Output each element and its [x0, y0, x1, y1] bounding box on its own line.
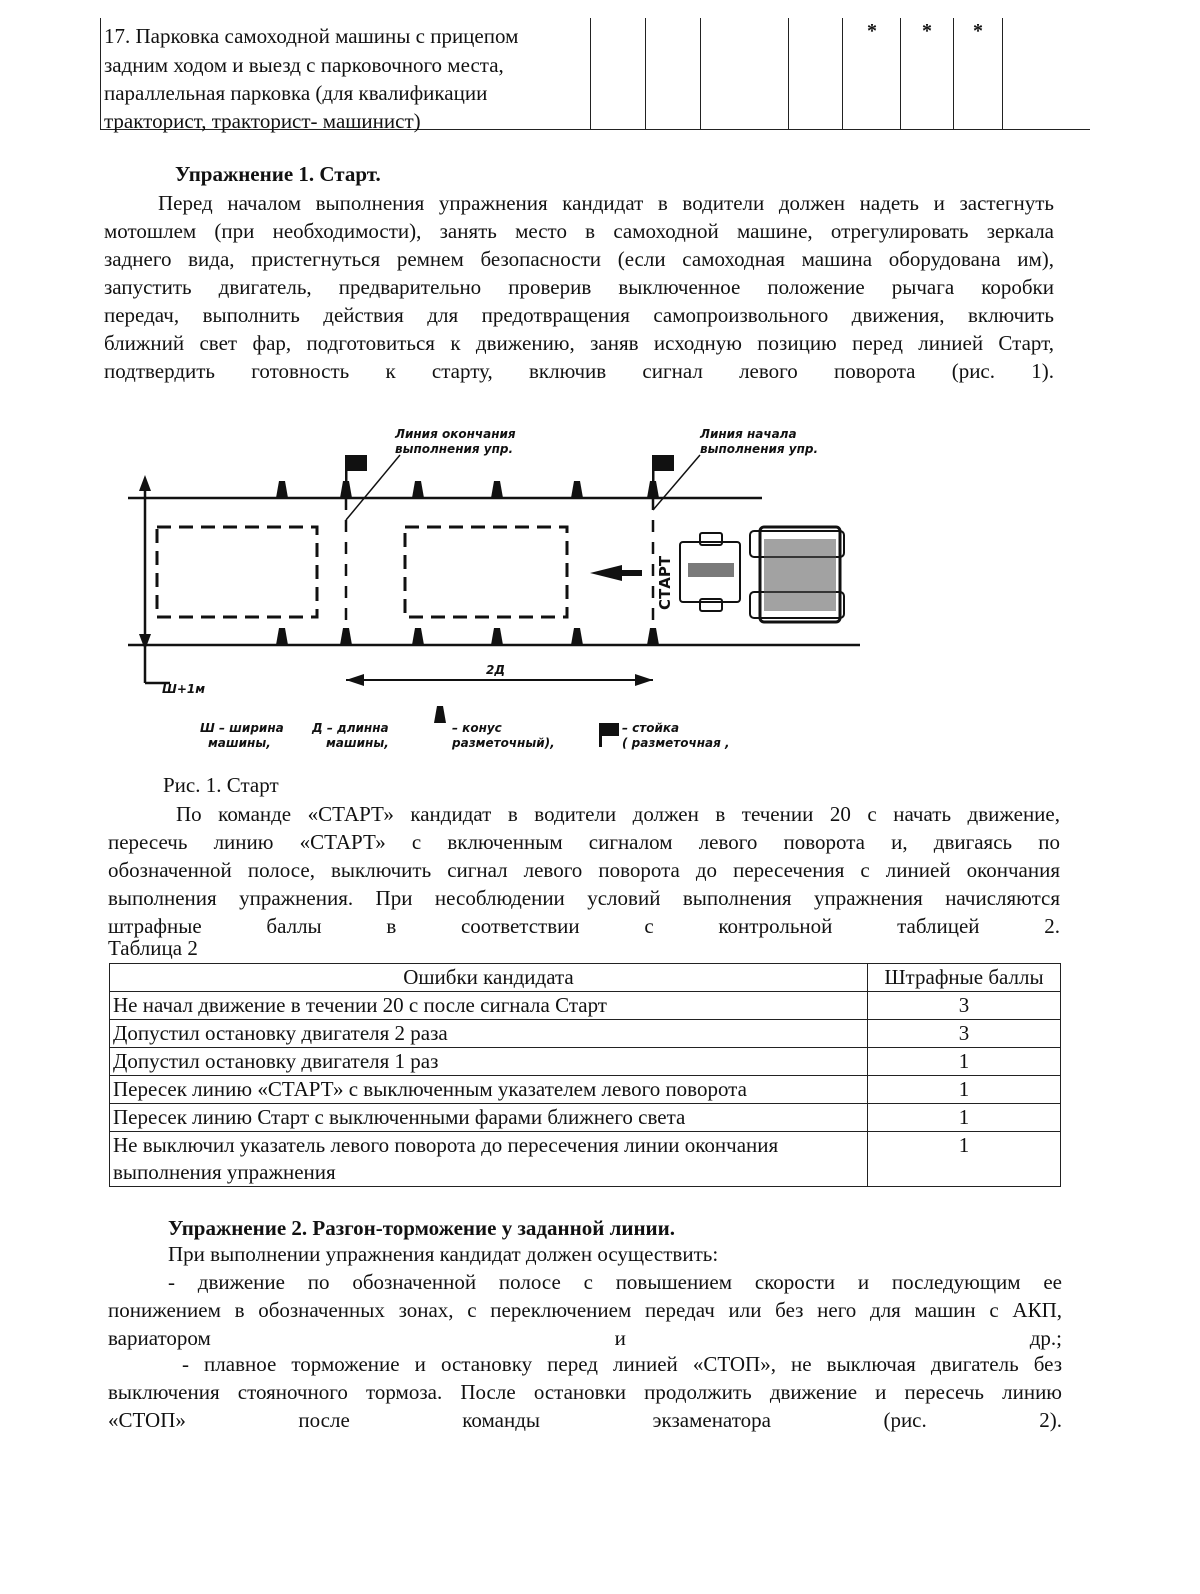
error-cell: Не начал движение в течении 20 с после сигнала Старт — [110, 992, 868, 1020]
row17-line2: задним ходом и выезд с парковочного места, — [104, 53, 504, 77]
error-cell: Допустил остановку двигателя 1 раз — [110, 1048, 868, 1076]
points-cell: 3 — [868, 992, 1061, 1020]
points-cell: 1 — [868, 1048, 1061, 1076]
exercise2-intro: При выполнении упражнения кандидат должен осуществить: — [168, 1242, 719, 1266]
legend-post: – стойка ( разметочная , — [622, 721, 730, 750]
text-line: передач, выполнить действия для предотвращения самопроизвольного движения, включить — [104, 303, 1054, 327]
exercise2-item1 — [108, 1268, 1062, 1352]
row17-line4: тракторист, тракторист- машинист) — [104, 109, 421, 133]
points-cell: 1 — [868, 1132, 1061, 1187]
table-label: Таблица 2 — [108, 936, 198, 960]
legend-cone: – конус разметочный), — [452, 721, 555, 750]
table-row — [110, 992, 1061, 1020]
table-row — [110, 1132, 1061, 1187]
table-row — [110, 1020, 1061, 1048]
text-line: - плавное торможение и остановку перед линией «СТОП», не выключая двигатель без — [182, 1352, 1062, 1376]
error-cell: Не выключил указатель левого поворота до пересечения линии окончания выполнения упражнения — [110, 1132, 868, 1187]
text-line: «СТОП» после команды экзаменатора (рис. 2). — [108, 1408, 1062, 1432]
text-line: Перед началом выполнения упражнения кандидат в водители должен надеть и застегнуть — [158, 191, 1054, 215]
points-cell: 1 — [868, 1104, 1061, 1132]
text-line: штрафные баллы в соответствии с контрольной таблицей 2. — [108, 914, 1060, 938]
width-label: Ш+1м — [162, 682, 206, 696]
exercise2-heading: Упражнение 2. Разгон-торможение у заданной линии. — [168, 1216, 675, 1240]
text-line: понижением в обозначенных зонах, с переключением передач или без него для машин с АКП, — [108, 1298, 1062, 1322]
label-end-line: Линия окончания выполнения упр. — [395, 427, 516, 456]
column-header: Ошибки кандидата — [110, 964, 868, 992]
legend-width: Ш – ширина машины, — [200, 721, 284, 750]
points-cell: 3 — [868, 1020, 1061, 1048]
text-line: - движение по обозначенной полосе с повышением скорости и последующим ее — [168, 1270, 1062, 1294]
text-line: пересечь линию «СТАРТ» с включенным сигналом левого поворота и, двигаясь по — [108, 830, 1060, 854]
text-line: ближний свет фар, подготовиться к движению, заняв исходную позицию перед линией Старт, — [104, 331, 1054, 355]
legend-length: Д – длинна машины, — [312, 721, 389, 750]
text-line: мотошлем (при необходимости), занять место в самоходной машине, отрегулировать зеркала — [104, 219, 1054, 243]
exercise1-paragraph2 — [108, 800, 1060, 940]
text-line: заднего вида, пристегнуться ремнем безопасности (если самоходная машина оборудована им), — [104, 247, 1054, 271]
points-cell: 1 — [868, 1076, 1061, 1104]
text-line: По команде «СТАРТ» кандидат в водители должен в течении 20 с начать движение, — [176, 802, 1060, 826]
row17-line1: 17. Парковка самоходной машины с прицепом — [104, 24, 519, 48]
text-line: выключения стояночного тормоза. После остановки продолжить движение и пересечь линию — [108, 1380, 1062, 1404]
error-cell: Пересек линию Старт с выключенными фарами ближнего света — [110, 1104, 868, 1132]
table-row — [110, 1076, 1061, 1104]
mark-star: * — [973, 20, 983, 42]
mark-star: * — [867, 20, 877, 42]
figure-caption: Рис. 1. Старт — [163, 773, 279, 797]
distance-label: 2Д — [486, 663, 506, 677]
row17-line3: параллельная парковка (для квалификации — [104, 81, 488, 105]
exercise2-item2 — [108, 1350, 1062, 1434]
error-cell: Допустил остановку двигателя 2 раза — [110, 1020, 868, 1048]
table-row — [110, 1048, 1061, 1076]
table-row — [110, 1104, 1061, 1132]
label-start-line: Линия начала выполнения упр. — [700, 427, 819, 456]
mark-star: * — [922, 20, 932, 42]
column-header: Штрафные баллы — [868, 964, 1061, 992]
text-line: выполнения упражнения. При несоблюдении условий выполнения упражнения начисляются — [108, 886, 1060, 910]
text-line: обозначенной полосе, выключить сигнал левого поворота до пересечения с линией окончания — [108, 858, 1060, 882]
exercise1-paragraph — [104, 189, 1054, 385]
top-table-fragment — [100, 18, 1090, 133]
text-line: подтвердить готовность к старту, включив сигнал левого поворота (рис. 1). — [104, 359, 1054, 383]
penalty-table — [109, 963, 1061, 1187]
table-header-row — [110, 964, 1061, 992]
text-line: вариатором и др.; — [108, 1326, 1062, 1350]
start-label: СТАРТ — [656, 555, 674, 610]
exercise1-heading: Упражнение 1. Старт. — [175, 162, 381, 186]
text-line: запустить двигатель, предварительно проверив выключенное положение рычага коробки — [104, 275, 1054, 299]
figure-start-diagram — [110, 405, 900, 765]
error-cell: Пересек линию «СТАРТ» с выключенным указателем левого поворота — [110, 1076, 868, 1104]
